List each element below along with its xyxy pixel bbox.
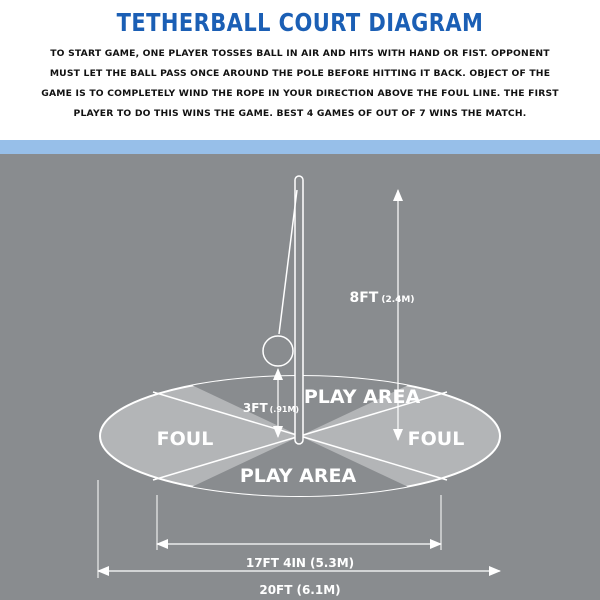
inner-width-metric: (5.3M) <box>309 556 355 570</box>
foul-right-label: FOUL <box>407 428 465 450</box>
inner-width-label <box>246 556 354 570</box>
court-diagram <box>0 154 600 600</box>
play-area-bottom-label: PLAY AREA <box>239 465 357 487</box>
pole-height-metric: (2.4M) <box>381 295 415 305</box>
page-title: TETHERBALL COURT DIAGRAM <box>116 8 484 37</box>
ball-height-metric: (.91M) <box>269 405 300 414</box>
play-area-top-label: PLAY AREA <box>303 386 421 408</box>
outer-width-main: 20FT <box>259 583 293 597</box>
divider-band <box>0 140 600 154</box>
tetherball <box>263 336 293 366</box>
pole <box>295 176 303 444</box>
ball-height-main: 3FT <box>242 401 268 415</box>
header <box>0 0 600 140</box>
outer-width-label <box>259 583 340 597</box>
pole-height-main: 8FT <box>349 290 379 306</box>
inner-width-main: 17FT 4IN <box>245 556 306 570</box>
outer-width-metric: (6.1M) <box>296 583 341 597</box>
foul-left-label: FOUL <box>156 428 214 450</box>
game-rules-text: TO START GAME, ONE PLAYER TOSSES BALL IN AIR AND HITS WITH HAND OR FIST. OPPONENT MUST LET THE BALL PASS ONCE AROUND THE POLE BEFORE HITTING IT BACK. OBJECT OF THE GAME IS TO COMPLETELY WIND THE ROPE IN YOUR DIRECTION ABOVE THE FOUL LINE. THE FIRST PLAYER TO DO THIS WINS THE GAME. BEST 4 GAMES OF OUT OF 7 WINS THE MATCH. <box>41 48 559 119</box>
